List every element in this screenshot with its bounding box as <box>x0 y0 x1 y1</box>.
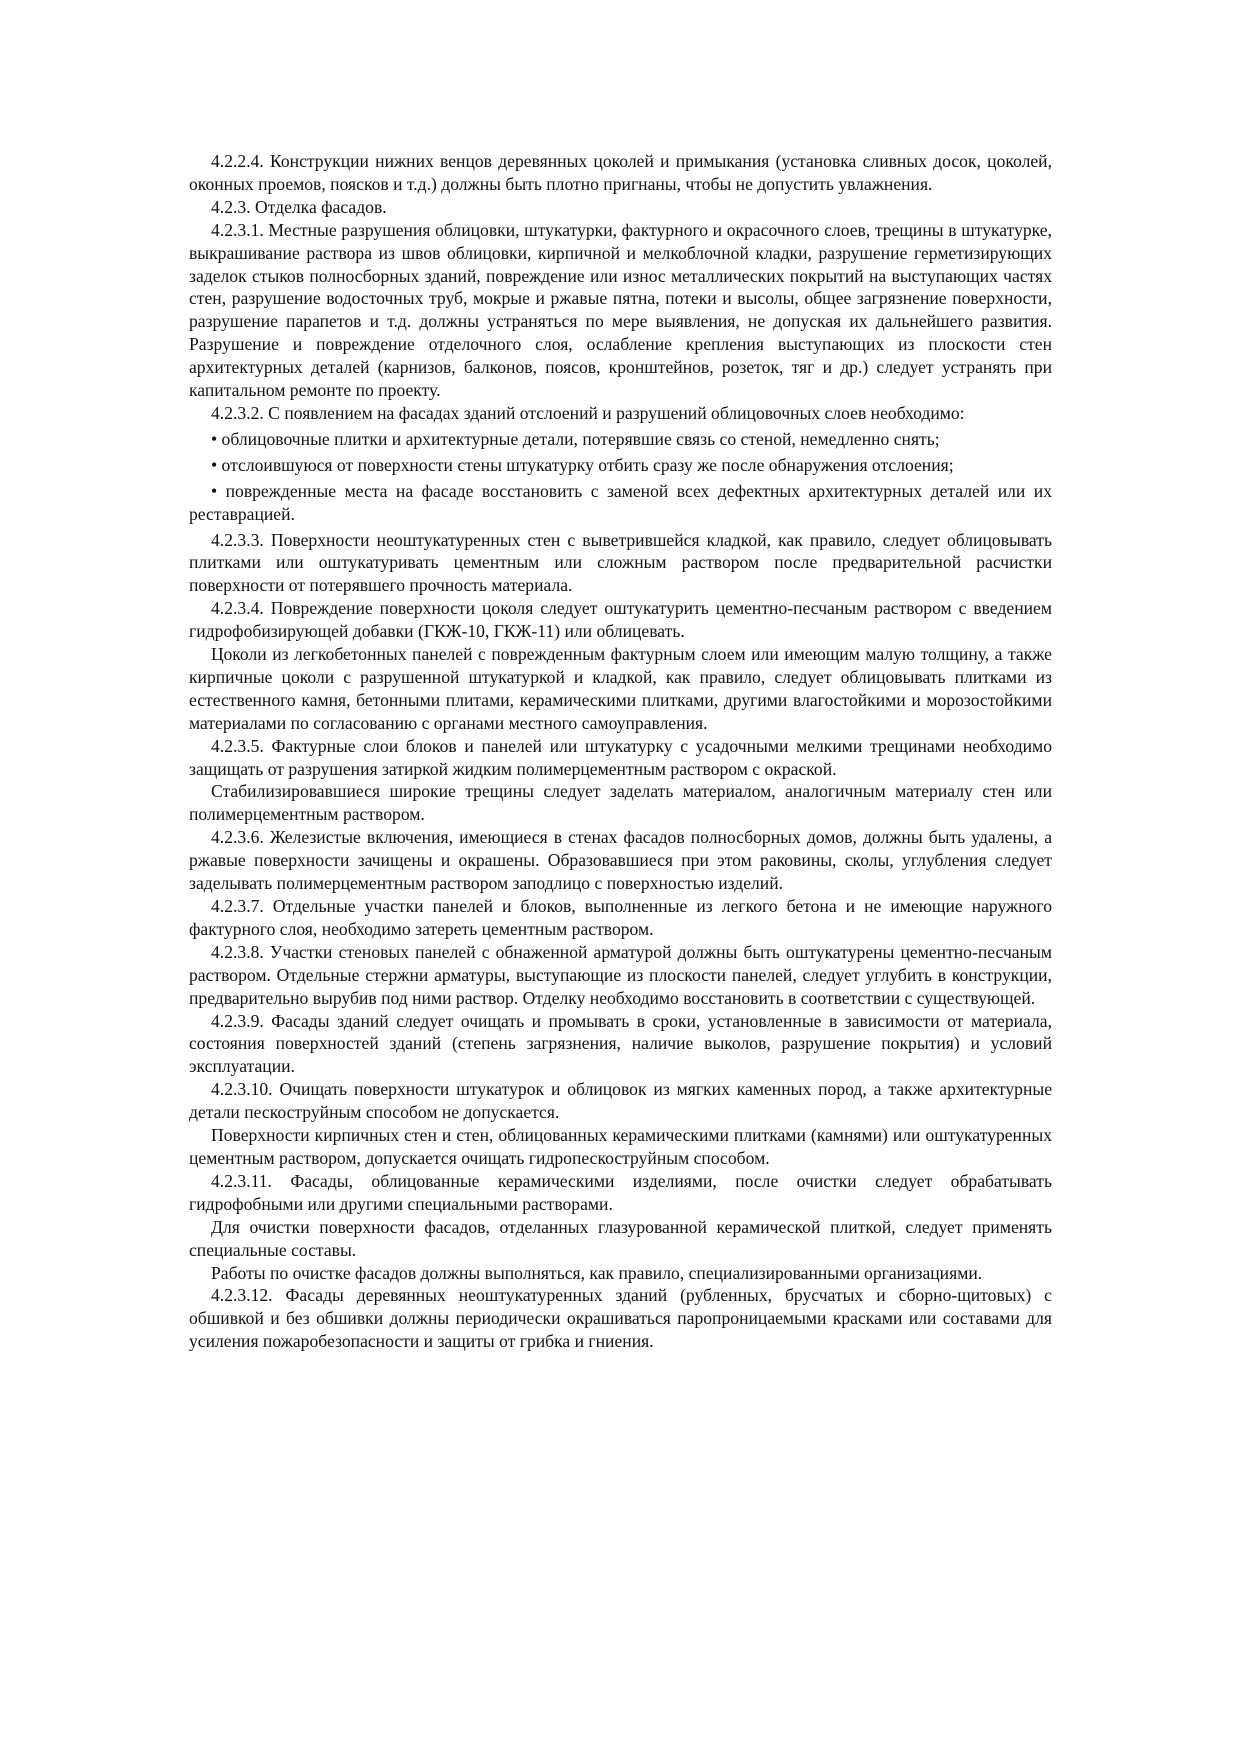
bullet-item: • облицовочные плитки и архитектурные детали, потерявшие связь со стеной, немедленно снять; <box>211 428 940 449</box>
paragraph-cleaning-works: Работы по очистке фасадов должны выполняться, как правило, специализированными организациями. <box>211 1262 983 1283</box>
paragraph-4-2-3-4: 4.2.3.4. Повреждение поверхности цоколя следует оштукатурить цементно-песчаным раствором с введением гидрофобизирующей добавки (ГКЖ-10, ГКЖ-11) или облицевать. <box>189 598 1052 642</box>
paragraph-4-2-3-7: 4.2.3.7. Отдельные участки панелей и блоков, выполненные из легкого бетона и не имеющие наружного фактурного слоя, необходимо затереть цементным раствором. <box>189 896 1052 939</box>
paragraph-plinths: Цоколи из легкобетонных панелей с поврежденным фактурным слоем или имеющим малую толщину, а также кирпичные цоколи с разрушенной штукатуркой и кладкой, как правило, следует облицовывать плитками из естественного камня, бетонными плитами, керамическими плитками, другими влагостойкими и морозостойкими материалами по согласованию с органами местного самоуправления. <box>189 644 1052 733</box>
paragraph-4-2-3-2: 4.2.3.2. С появлением на фасадах зданий отслоений и разрушений облицовочных слоев необходимо: <box>211 402 965 423</box>
paragraph-4-2-3-6: 4.2.3.6. Железистые включения, имеющиеся в стенах фасадов полносборных домов, должны быть удалены, а ржавые поверхности зачищены и окрашены. Образовавшиеся при этом раковины, сколы, углубления следует заделывать полимерцементным раствором заподлицо с поверхностью изделий. <box>189 827 1052 894</box>
paragraph-4-2-3-9: 4.2.3.9. Фасады зданий следует очищать и промывать в сроки, установленные в зависимости от материала, состояния поверхностей зданий (степень загрязнения, наличие выколов, разрушение покрытия) и условий эксплуатации. <box>189 1010 1052 1077</box>
paragraph-4-2-3-11: 4.2.3.11. Фасады, облицованные керамическими изделиями, после очистки следует обрабатывать гидрофобными или другими специальными растворами. <box>189 1170 1052 1214</box>
bullet-item: • поврежденные места на фасаде восстановить с заменой всех дефектных архитектурных деталей или их реставрацией. <box>189 480 1052 524</box>
paragraph-cracks: Стабилизировавшиеся широкие трещины следует заделать материалом, аналогичным материалу стен или полимерцементным раствором. <box>189 781 1052 825</box>
paragraph-glazed-tile: Для очистки поверхности фасадов, отделанных глазурованной керамической плиткой, следует применять специальные составы. <box>189 1216 1052 1260</box>
bullet-item: • отслоившуюся от поверхности стены штукатурку отбить сразу же после обнаружения отслоения; <box>211 454 954 475</box>
paragraph-brick-cleaning: Поверхности кирпичных стен и стен, облицованных керамическими плитками (камнями) или оштукатуренных цементным раствором, допускается очищать гидропескоструйным способом. <box>189 1125 1052 1168</box>
paragraph-4-2-3-5: 4.2.3.5. Фактурные слои блоков и панелей или штукатурку с усадочными мелкими трещинами необходимо защищать от разрушения затиркой жидким полимерцементным раствором с окраской. <box>189 735 1052 779</box>
section-heading-4-2-3: 4.2.3. Отделка фасадов. <box>211 196 387 217</box>
document-body <box>189 150 1052 1353</box>
paragraph-4-2-3-1: 4.2.3.1. Местные разрушения облицовки, штукатурки, фактурного и окрасочного слоев, трещины в штукатурке, выкрашивание раствора из швов облицовки, кирпичной и мелкоблочной кладки, разрушение герметизирующих заделок стыков полносборных зданий, повреждение или износ металлических покрытий на выступающих частях стен, разрушение водосточных труб, мокрые и ржавые пятна, потеки и высолы, общее загрязнение поверхности, разрушение парапетов и т.д. должны устраняться по мере выявления, не допуская их дальнейшего развития. Разрушение и повреждение отделочного слоя, ослабление крепления выступающих из плоскости стен архитектурных деталей (карнизов, балконов, поясов, кронштейнов, розеток, тяг и др.) следует устранять при капитальном ремонте по проекту. <box>189 219 1052 401</box>
paragraph-4-2-3-3: 4.2.3.3. Поверхности неоштукатуренных стен с выветрившейся кладкой, как правило, следует облицовывать плитками или оштукатуривать цементным или сложным раствором после предварительной расчистки поверхности от потерявшего прочность материала. <box>189 529 1052 596</box>
paragraph-4-2-3-10: 4.2.3.10. Очищать поверхности штукатурок и облицовок из мягких каменных пород, а также архитектурные детали пескоструйным способом не допускается. <box>189 1079 1052 1123</box>
paragraph-4-2-3-12: 4.2.3.12. Фасады деревянных неоштукатуренных зданий (рубленных, брусчатых и сборно-щитовых) с обшивкой и без обшивки должны периодически окрашиваться паропроницаемыми красками или составами для усиления пожаробезопасности и защиты от грибка и гниения. <box>189 1285 1052 1352</box>
paragraph-4-2-2-4: 4.2.2.4. Конструкции нижних венцов деревянных цоколей и примыкания (установка сливных досок, цоколей, оконных проемов, поясков и т.д.) должны быть плотно пригнаны, чтобы не допустить увлажнения. <box>189 151 1052 194</box>
paragraph-4-2-3-8: 4.2.3.8. Участки стеновых панелей с обнаженной арматурой должны быть оштукатурены цементно-песчаным раствором. Отдельные стержни арматуры, выступающие из плоскости панелей, следует углубить в конструкции, предварительно вырубив под ними раствор. Отделку необходимо восстановить в соответствии с существующей. <box>189 941 1052 1008</box>
